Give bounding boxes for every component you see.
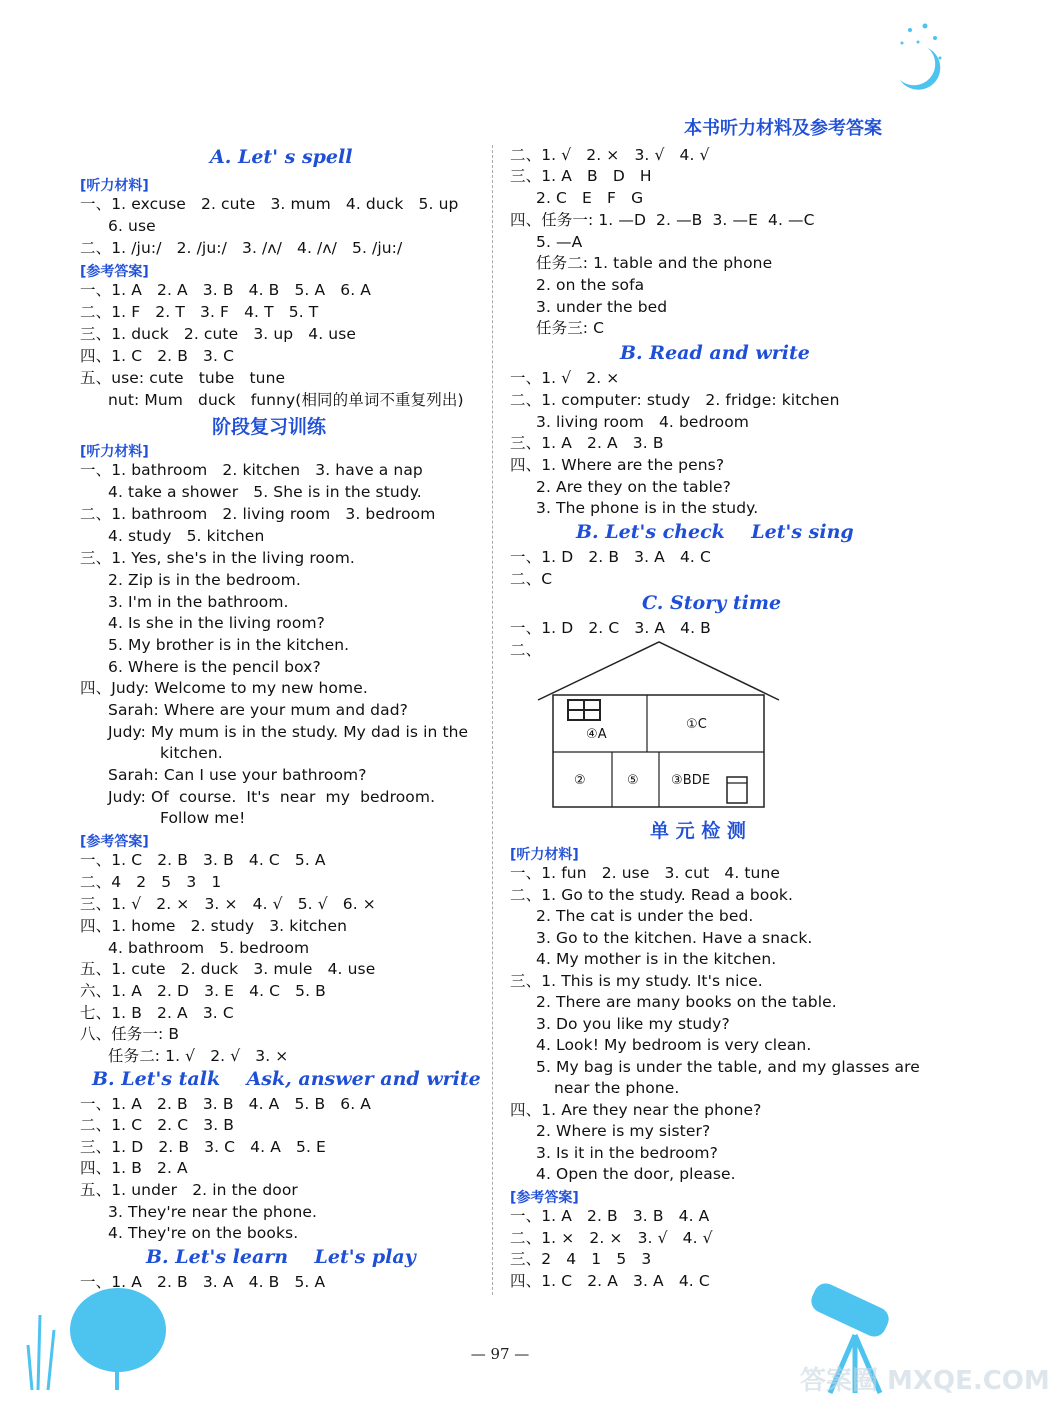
text-line: 4. My mother is in the kitchen. [536, 950, 777, 968]
section-heading: B. Let's talk Ask, answer and write [92, 1068, 481, 1090]
text-line: 5. —A [536, 233, 583, 251]
section-heading: B. Let's learn Let's play [146, 1246, 416, 1268]
text-line: 二、1. × 2. × 3. √ 4. √ [510, 1229, 713, 1247]
text-line: 任务二: 1. table and the phone [536, 254, 773, 272]
room-label: ② [574, 773, 586, 788]
text-line: 五、1. cute 2. duck 3. mule 4. use [80, 960, 376, 978]
text-line: 五、1. under 2. in the door [80, 1181, 298, 1199]
section-tag: [参考答案] [80, 264, 149, 280]
text-line: Judy: My mum is in the study. My dad is in the [108, 723, 469, 741]
text-line: 4. take a shower 5. She is in the study. [108, 483, 422, 501]
text-line: 任务二: 1. √ 2. √ 3. × [108, 1047, 289, 1065]
text-line: 2. The cat is under the bed. [536, 907, 754, 925]
text-line: 三、1. This is my study. It's nice. [510, 972, 763, 990]
text-line: 4. bathroom 5. bedroom [108, 939, 310, 957]
text-line: 一、1. A 2. B 3. A 4. B 5. A [80, 1273, 326, 1291]
text-line: 2. on the sofa [536, 276, 645, 294]
column-divider [492, 145, 493, 1295]
text-line: 三、2 4 1 5 3 [510, 1250, 652, 1268]
text-line: 3. The phone is in the study. [536, 499, 759, 517]
section-tag: [参考答案] [80, 834, 149, 850]
text-line: 三、1. A B D H [510, 167, 652, 185]
text-line: 四、1. Where are the pens? [510, 456, 725, 474]
page-number: — 97 — [470, 1345, 530, 1363]
section-heading: C. Story time [642, 592, 782, 614]
text-line: 3. living room 4. bedroom [536, 413, 750, 431]
section-tag: [听力材料] [80, 444, 149, 460]
text-line: 一、1. A 2. B 3. B 4. A [510, 1207, 710, 1225]
text-line: 3. They're near the phone. [108, 1203, 318, 1221]
text-line: 4. They're on the books. [108, 1224, 299, 1242]
text-line: 四、Judy: Welcome to my new home. [80, 679, 368, 697]
room-label: ①C [686, 717, 707, 732]
text-line: 3. Is it in the bedroom? [536, 1144, 718, 1162]
text-line: 6. Where is the pencil box? [108, 658, 321, 676]
text-line: 5. My bag is under the table, and my glasses are [536, 1058, 920, 1076]
text-line: near the phone. [554, 1079, 680, 1097]
text-line: 三、1. duck 2. cute 3. up 4. use [80, 325, 357, 343]
text-line: nut: Mum duck funny(相同的单词不重复列出) [108, 391, 464, 409]
text-line: 三、1. √ 2. × 3. × 4. √ 5. √ 6. × [80, 895, 376, 913]
text-line: 八、任务一: B [80, 1025, 180, 1043]
room-label: ④A [586, 727, 607, 742]
text-line: 一、1. D 2. C 3. A 4. B [510, 619, 711, 637]
section-heading: 单 元 检 测 [650, 820, 746, 842]
text-line: 2. Where is my sister? [536, 1122, 711, 1140]
text-line: 四、任务一: 1. —D 2. —B 3. —E 4. —C [510, 211, 815, 229]
text-line: 4. Open the door, please. [536, 1165, 736, 1183]
section-heading: B. Read and write [620, 342, 810, 364]
text-line: 6. use [108, 217, 156, 235]
text-line: 4. Look! My bedroom is very clean. [536, 1036, 812, 1054]
text-line: 任务三: C [536, 319, 605, 337]
text-line: 一、1. A 2. B 3. B 4. A 5. B 6. A [80, 1095, 372, 1113]
text-line: 二、C [510, 570, 553, 588]
text-line: 4. study 5. kitchen [108, 527, 265, 545]
text-line: 一、1. fun 2. use 3. cut 4. tune [510, 864, 781, 882]
text-line: Sarah: Can I use your bathroom? [108, 766, 367, 784]
text-line: 2. There are many books on the table. [536, 993, 837, 1011]
text-line: 一、1. D 2. B 3. A 4. C [510, 548, 711, 566]
text-line: 四、1. C 2. B 3. C [80, 347, 234, 365]
text-line: 一、1. C 2. B 3. B 4. C 5. A [80, 851, 326, 869]
text-line: 3. Go to the kitchen. Have a snack. [536, 929, 813, 947]
text-line: 七、1. B 2. A 3. C [80, 1004, 234, 1022]
text-line: 一、1. √ 2. × [510, 369, 620, 387]
text-line: 四、1. C 2. A 3. A 4. C [510, 1272, 710, 1290]
text-line: 一、1. bathroom 2. kitchen 3. have a nap [80, 461, 423, 479]
section-tag: [听力材料] [80, 178, 149, 194]
text-line: 2. Are they on the table? [536, 478, 731, 496]
tree-decoration [18, 1285, 158, 1395]
text-line: 二、1. /ju:/ 2. /ju:/ 3. /ʌ/ 4. /ʌ/ 5. /ju:/ [80, 239, 403, 257]
text-line: 一、1. A 2. A 3. B 4. B 5. A 6. A [80, 281, 371, 299]
text-line: 二、1. bathroom 2. living room 3. bedroom [80, 505, 436, 523]
text-line: 四、1. B 2. A [80, 1159, 188, 1177]
text-line: 三、1. D 2. B 3. C 4. A 5. E [80, 1138, 326, 1156]
text-line: 一、1. excuse 2. cute 3. mum 4. duck 5. up [80, 195, 459, 213]
section-heading: B. Let's check Let's sing [576, 521, 854, 543]
text-line: 五、use: cute tube tune [80, 369, 286, 387]
text-line: 四、1. home 2. study 3. kitchen [80, 917, 348, 935]
text-line: 四、1. Are they near the phone? [510, 1101, 762, 1119]
text-line: kitchen. [160, 744, 223, 762]
text-line: 二、 [510, 641, 542, 659]
room-label: ③BDE [671, 773, 711, 788]
text-line: 二、1. C 2. C 3. B [80, 1116, 234, 1134]
text-line: 二、4 2 5 3 1 [80, 873, 222, 891]
text-line: 二、1. F 2. T 3. F 4. T 5. T [80, 303, 319, 321]
text-line: 3. under the bed [536, 298, 668, 316]
text-line: 三、1. Yes, she's in the living room. [80, 549, 355, 567]
section-tag: [参考答案] [510, 1190, 579, 1206]
text-line: 二、1. Go to the study. Read a book. [510, 886, 794, 904]
text-line: 二、1. computer: study 2. fridge: kitchen [510, 391, 840, 409]
section-heading: 阶段复习训练 [212, 416, 327, 438]
text-line: 三、1. A 2. A 3. B [510, 434, 664, 452]
moon-stars-decoration [880, 18, 950, 93]
text-line: 2. Zip is in the bedroom. [108, 571, 301, 589]
answer-banner: 本书听力材料及参考答案 [684, 118, 882, 139]
text-line: Sarah: Where are your mum and dad? [108, 701, 408, 719]
text-line: Follow me! [160, 809, 246, 827]
house-diagram [536, 640, 781, 810]
text-line: 2. C E F G [536, 189, 644, 207]
room-label: ⑤ [627, 773, 639, 788]
text-line: 5. My brother is in the kitchen. [108, 636, 350, 654]
text-line: 4. Is she in the living room? [108, 614, 325, 632]
text-line: Judy: Of course. It's near my bedroom. [108, 788, 436, 806]
text-line: 3. I'm in the bathroom. [108, 593, 289, 611]
watermark: 答案圈 MXQE.COM [800, 1366, 1050, 1396]
text-line: 3. Do you like my study? [536, 1015, 730, 1033]
text-line: 二、1. √ 2. × 3. √ 4. √ [510, 146, 710, 164]
section-tag: [听力材料] [510, 847, 579, 863]
text-line: 六、1. A 2. D 3. E 4. C 5. B [80, 982, 326, 1000]
section-heading: A. Let' s spell [210, 146, 353, 168]
